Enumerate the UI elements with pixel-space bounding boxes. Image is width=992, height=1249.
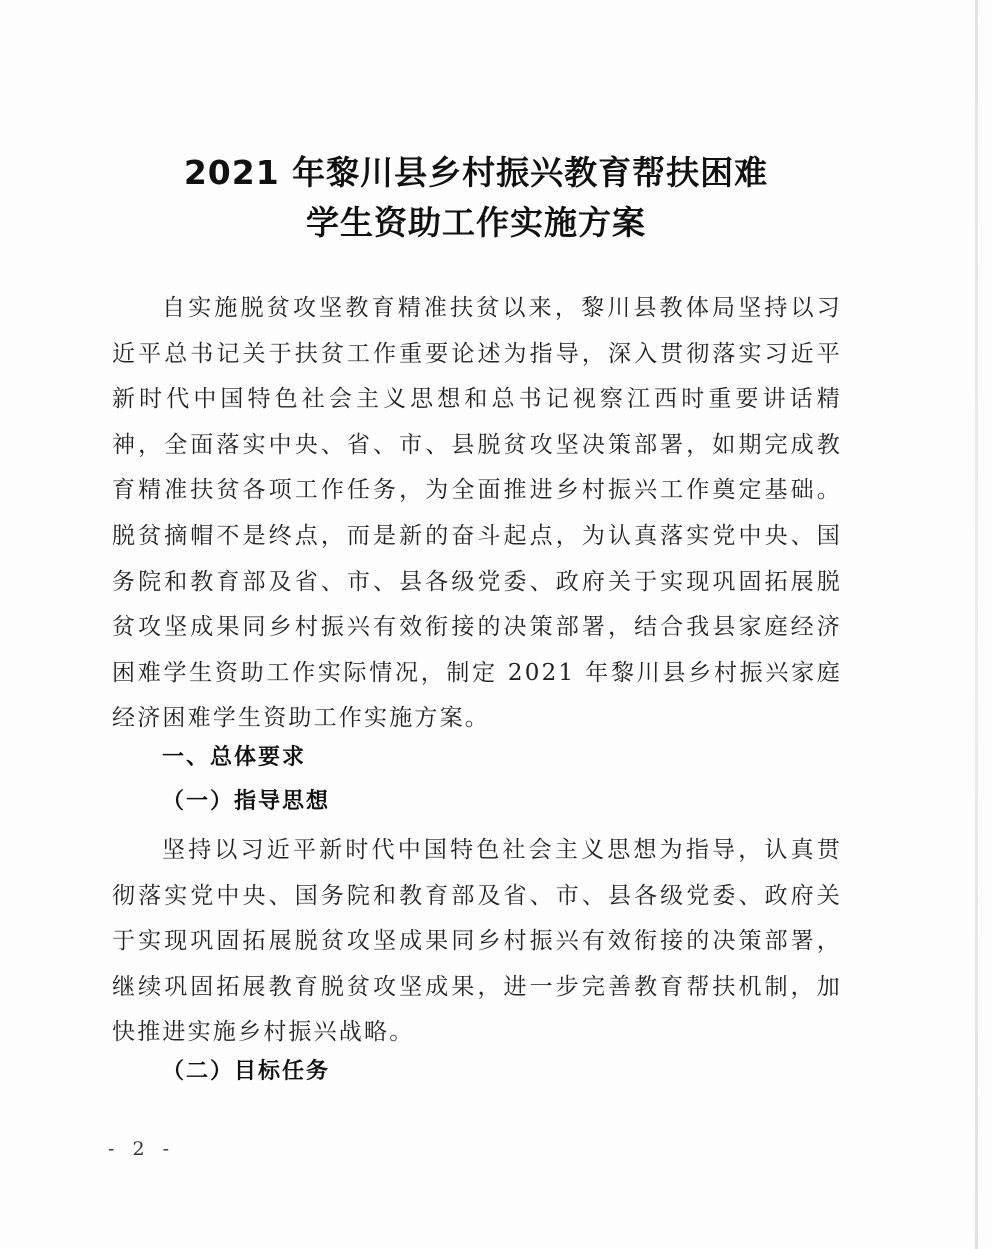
scan-edge-decoration xyxy=(975,0,978,1249)
document-title-line-2: 学生资助工作实施方案 xyxy=(306,203,646,242)
subsection-heading-objectives: （二）目标任务 xyxy=(162,1059,331,1084)
guiding-ideology-paragraph: 坚持以习近平新时代中国特色社会主义思想为指导，认真贯彻落实党中央、国务院和教育部及省、市、县各级党委、政府关于实现巩固拓展脱贫攻坚成果同乡村振兴有效衔接的决策部署，继续巩固拓展教育脱贫攻坚成果，进一步完善教育帮扶机制，加快推进实施乡村振兴战略。 xyxy=(112,837,842,1046)
section-heading-general-requirements: 一、总体要求 xyxy=(162,745,307,770)
document-title-line-1: 2021 年黎川县乡村振兴教育帮扶困难 xyxy=(183,153,769,192)
subsection-heading-guiding-ideology: （一）指导思想 xyxy=(162,789,331,814)
page-number: - 2 - xyxy=(108,1138,176,1160)
intro-paragraph: 自实施脱贫攻坚教育精准扶贫以来，黎川县教体局坚持以习近平总书记关于扶贫工作重要论述为指导，深入贯彻落实习近平新时代中国特色社会主义思想和总书记视察江西时重要讲话精神，全面落实中央、省、市、县脱贫攻坚决策部署，如期完成教育精准扶贫各项工作任务，为全面推进乡村振兴工作奠定基础。脱贫摘帽不是终点，而是新的奋斗起点，为认真落实党中央、国务院和教育部及省、市、县各级党委、政府关于实现巩固拓展脱贫攻坚成果同乡村振兴有效衔接的决策部署，结合我县家庭经济困难学生资助工作实际情况，制定 2021 年黎川县乡村振兴家庭经济困难学生资助工作实施方案。 xyxy=(112,295,842,732)
